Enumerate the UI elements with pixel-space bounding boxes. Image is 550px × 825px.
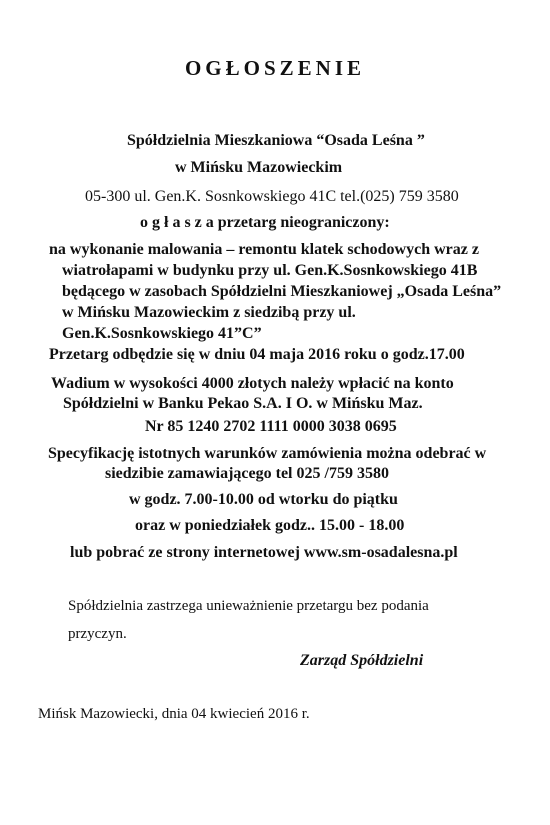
- place-date: Mińsk Mazowiecki, dnia 04 kwiecień 2016 r.: [38, 706, 310, 722]
- spec-line-4: oraz w poniedziałek godz.. 15.00 - 18.00: [135, 517, 405, 534]
- deposit-line-1: Wadium w wysokości 4000 złotych należy wpłacić na konto: [51, 375, 454, 392]
- subject-line-4: w Mińsku Mazowieckim z siedzibą przy ul.: [62, 304, 356, 321]
- spec-line-2: siedzibie zamawiającego tel 025 /759 3580: [105, 465, 389, 482]
- reservation-line-1: Spółdzielnia zastrzega unieważnienie przetargu bez podania: [68, 598, 429, 614]
- deposit-line-2: Spółdzielni w Banku Pekao S.A. I O. w Mińsku Maz.: [63, 395, 423, 412]
- spec-line-5: lub pobrać ze strony internetowej www.sm-osadalesna.pl: [70, 544, 458, 561]
- bank-account: Nr 85 1240 2702 1111 0000 3038 0695: [145, 418, 397, 435]
- org-name: Spółdzielnia Mieszkaniowa “Osada Leśna ”: [127, 132, 425, 149]
- tender-date: Przetarg odbędzie się w dniu 04 maja 2016 roku o godz.17.00: [49, 346, 465, 363]
- subject-line-1: na wykonanie malowania – remontu klatek schodowych wraz z: [49, 241, 479, 258]
- page-title: OGŁOSZENIE: [184, 56, 366, 80]
- signature: Zarząd Spółdzielni: [300, 652, 424, 669]
- org-city: w Mińsku Mazowieckim: [175, 159, 343, 176]
- subject-line-2: wiatrołapami w budynku przy ul. Gen.K.Sosnkowskiego 41B: [62, 262, 478, 279]
- spec-line-1: Specyfikację istotnych warunków zamówienia można odebrać w: [48, 445, 487, 462]
- spec-line-3: w godz. 7.00-10.00 od wtorku do piątku: [129, 491, 398, 508]
- reservation-line-2: przyczyn.: [68, 626, 127, 642]
- announces-line: o g ł a s z a przetarg nieograniczony:: [140, 214, 390, 231]
- subject-line-3: będącego w zasobach Spółdzielni Mieszkaniowej „Osada Leśna”: [62, 283, 502, 300]
- subject-line-5: Gen.K.Sosnkowskiego 41”C”: [62, 325, 262, 342]
- org-address: 05-300 ul. Gen.K. Sosnkowskiego 41C tel.(025) 759 3580: [85, 188, 459, 205]
